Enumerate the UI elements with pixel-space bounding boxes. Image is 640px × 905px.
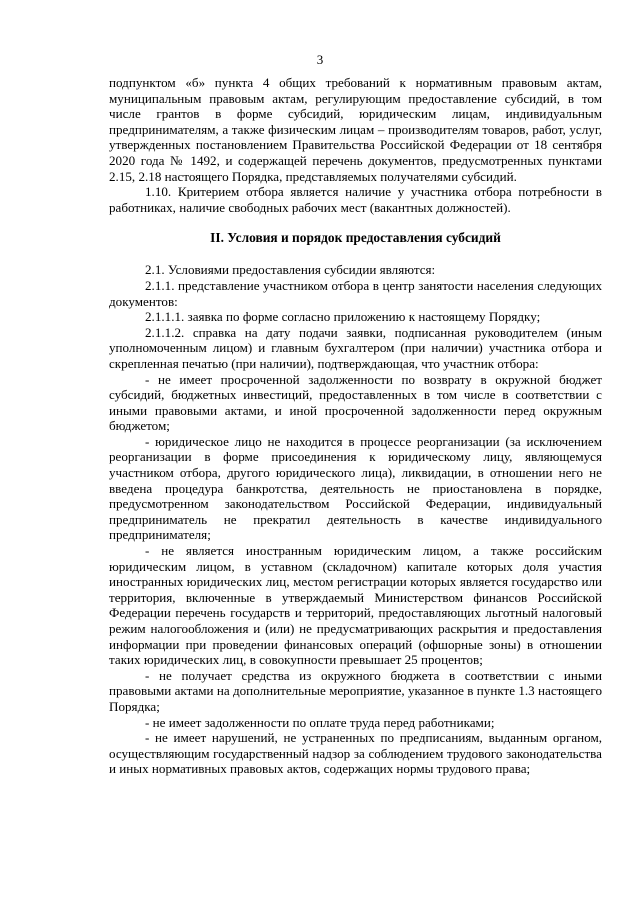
list-item-no-overdue-debt: - не имеет просроченной задолженности по возврату в окружной бюджет субсидий, бюджетных инвестиций, предоставленных в том числе в соответствии с иными правовыми актами, и иной просроченной задолженности перед окружным бюджетом; (109, 371, 602, 434)
list-item-no-wage-debt: - не имеет задолженности по оплате труда перед работниками; (145, 714, 495, 730)
page-number: 3 (316, 52, 324, 67)
paragraph-2-1-1-1: 2.1.1.1. заявка по форме согласно приложению к настоящему Порядку; (145, 309, 541, 325)
list-item-no-labor-violations: - не имеет нарушений, не устраненных по предписаниям, выданным органом, осуществляющим государственный надзор за соблюдением трудового законодательства и иных нормативных правовых актов, содержащих нормы трудового права; (109, 730, 602, 777)
section-heading: II. Условия и порядок предоставления субсидий (210, 230, 501, 246)
paragraph-2-1: 2.1. Условиями предоставления субсидии являются: (145, 262, 436, 278)
list-item-no-other-funding: - не получает средства из окружного бюджета в соответствии с иными правовыми актами на дополнительные мероприятие, указанное в пункте 1.3 настоящего Порядка; (109, 667, 602, 714)
list-item-not-foreign-entity: - не является иностранным юридическим лицом, а также российским юридическим лицом, в уставном (складочном) капитале которых доля участия иностранных юридических лиц, местом регистрации которых является государство или территория, включенные в утверждаемый Министерством финансов Российской Федерации перечень государств и территорий, предоставляющих льготный налоговый режим налогообложения и (или) не предусматривающих раскрытия и предоставления информации при проведении финансовых операций (офшорные зоны) в отношении таких юридических лиц, в совокупности превышает 25 процентов; (109, 543, 602, 668)
paragraph-1-10: 1.10. Критерием отбора является наличие у участника отбора потребности в работниках, наличие свободных рабочих мест (вакантных должностей). (109, 184, 602, 215)
document-body (109, 75, 602, 777)
paragraph-2-1-1-2: 2.1.1.2. справка на дату подачи заявки, подписанная руководителем (иным уполномоченным лицом) и главным бухгалтером (при наличии) участника отбора и скрепленная печатью (при наличии), подтверждающая, что участник отбора: (109, 324, 602, 371)
list-item-no-reorganization: - юридическое лицо не находится в процессе реорганизации (за исключением реорганизации в форме присоединения к юридическому лицу, являющемуся участником отбора, другого юридического лица), ликвидации, в отношении него не введена процедура банкротства, деятельность не приостановлена в порядке, предусмотренном законодательством Российской Федерации, индивидуальный предприниматель не прекратил деятельность в качестве индивидуального предпринимателя; (109, 433, 602, 543)
intro-paragraph: подпунктом «б» пункта 4 общих требований к нормативным правовым актам, муниципальным правовым актам, регулирующим предоставление субсидий, в том числе грантов в форме субсидий, юридическим лицам, индивидуальным предпринимателям, а также физическим лицам – производителям товаров, работ, услуг, утвержденных постановлением Правительства Российской Федерации от 18 сентября 2020 года № 1492, и содержащей перечень документов, предусмотренных пунктами 2.15, 2.18 настоящего Порядка, представляемых получателями субсидий. (109, 75, 602, 184)
paragraph-2-1-1: 2.1.1. представление участником отбора в центр занятости населения следующих документов: (109, 277, 602, 309)
